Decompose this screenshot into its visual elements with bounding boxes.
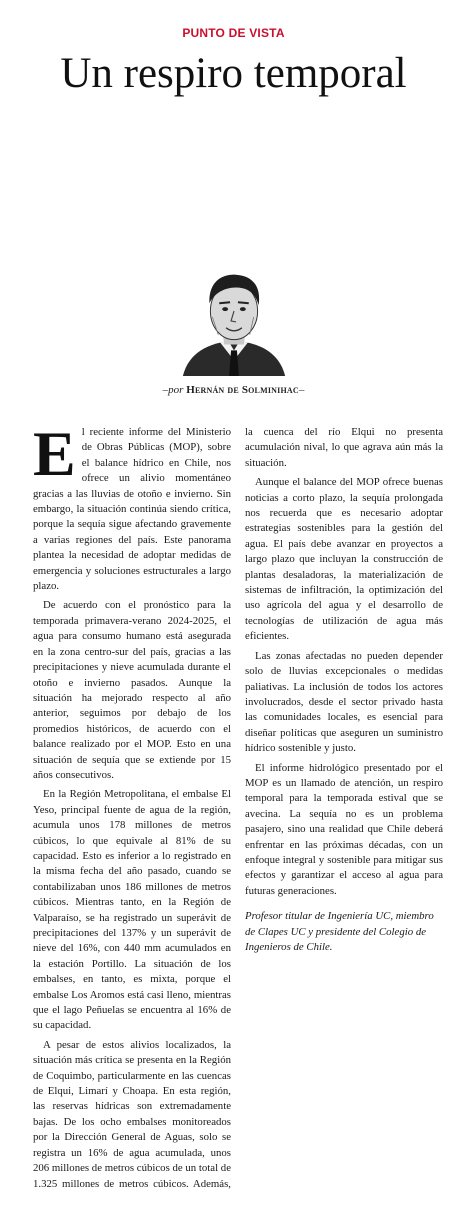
author-portrait-illustration bbox=[175, 258, 293, 376]
article-paragraph: El reciente informe del Ministerio de Obras Públicas (MOP), sobre el balance hídrico en Chile, nos ofrece un alivio momentáneo gracias a las lluvias de otoño e invierno. Sin embargo, la situación continúa siendo crítica, porque la sequía sigue afectando gravemente a varias regiones del país. Este panorama plantea la necesidad de adoptar medidas de emergencia y soluciones estructurales a largo plazo. bbox=[33, 418, 231, 593]
drop-cap: E bbox=[33, 418, 76, 489]
byline-suffix: – bbox=[298, 384, 305, 396]
article-paragraph: El informe hidrológico presentado por el MOP es un llamado de atención, un respiro temporal para la temporada estival que se avecina. La sequía no es un problema pasajero, sino una realidad que Chile deberá enfrentar en las próximas décadas, con un enfoque integral y sostenible para mitigar sus efectos y garantizar el acceso al agua para futuras generaciones. bbox=[245, 761, 443, 897]
byline bbox=[0, 384, 467, 396]
article-paragraph: En la Región Metropolitana, el embalse El Yeso, principal fuente de agua de la región, acumula unos 178 millones de metros cúbicos, lo que equivale al 81% de su capacidad. Esto es inferior a lo registrado en la misma fecha del año pasado, cuando se contabilizaban unos 186 millones de metros cúbicos. Mientras tanto, en la Región de Valparaíso, se ha registrado un superávit de precipitaciones del 137% y un superávit de nieve del 16%, con 440 mm acumulados en la estación Portillo. La situación de los embalses, en tanto, es mixta, porque el embalse Los Aromos está casi lleno, mientras que el lago Peñuelas se encuentra al 16% de su capacidad. bbox=[33, 788, 231, 1032]
author-signature: Profesor titular de Ingeniería UC, miembro de Clapes UC y presidente del Colegio de Ingenieros de Chile. bbox=[245, 910, 434, 953]
byline-prefix: –por bbox=[162, 384, 184, 396]
article-paragraph: A pesar de estos alivios localizados, la situación más crítica se presenta en la Región de Coquimbo, particularmente en las cuencas de Elqui, Limarí y Choapa. En esta región, las reservas hídricas son extremadamente bajas. De los ocho embalses monitoreados por la Dirección General de Aguas, solo se registra un 16% de agua acumulada, unos 206 millones de metros cúbicos de un total de 1.325 millones de metros cúbicos. Además, la cuenca del río Elqui no presenta acumulación nival, lo que agrava aún más la situación. bbox=[33, 426, 443, 1190]
article-paragraph: Aunque el balance del MOP ofrece buenas noticias a corto plazo, la sequía prolongada nos recuerda que es necesario adoptar estrategias sostenibles para la gestión del agua. El país debe avanzar en proyectos a largo plazo que incluyan la construcción de plantas desaladoras, la materialización de sistemas de infiltración, la optimización del uso agrícola del agua y el desarrollo de tecnologías de utilización de agua más eficientes. bbox=[245, 476, 443, 643]
section-label: PUNTO DE VISTA bbox=[182, 26, 285, 40]
headline: Un respiro temporal bbox=[60, 50, 407, 97]
byline-author: Hernán de Solminihac bbox=[186, 384, 299, 396]
article-body bbox=[33, 418, 443, 1205]
article-paragraph: De acuerdo con el pronóstico para la temporada primavera-verano 2024-2025, el agua para consumo humano está asegurada en la zona centro-sur del país, gracias a las precipitaciones y nieve acumulada durante el otoño e invierno pasados. Aunque la situación ha mejorado respecto al año anterior, seguimos por debajo de los promedios históricos, de acuerdo con el balance realizado por el MOP. Esto en una situación de sequía que se extiende por 15 años consecutivos. bbox=[33, 599, 231, 781]
author-portrait-wrap bbox=[0, 258, 467, 376]
article-paragraph: Las zonas afectadas no pueden depender solo de lluvias excepcionales o medidas paliativas. La inclusión de todos los actores involucrados, desde el sector privado hasta las comunidades locales, es esencial para diseñar políticas que aseguren un suministro hídrico sostenible y justo. bbox=[245, 649, 443, 755]
